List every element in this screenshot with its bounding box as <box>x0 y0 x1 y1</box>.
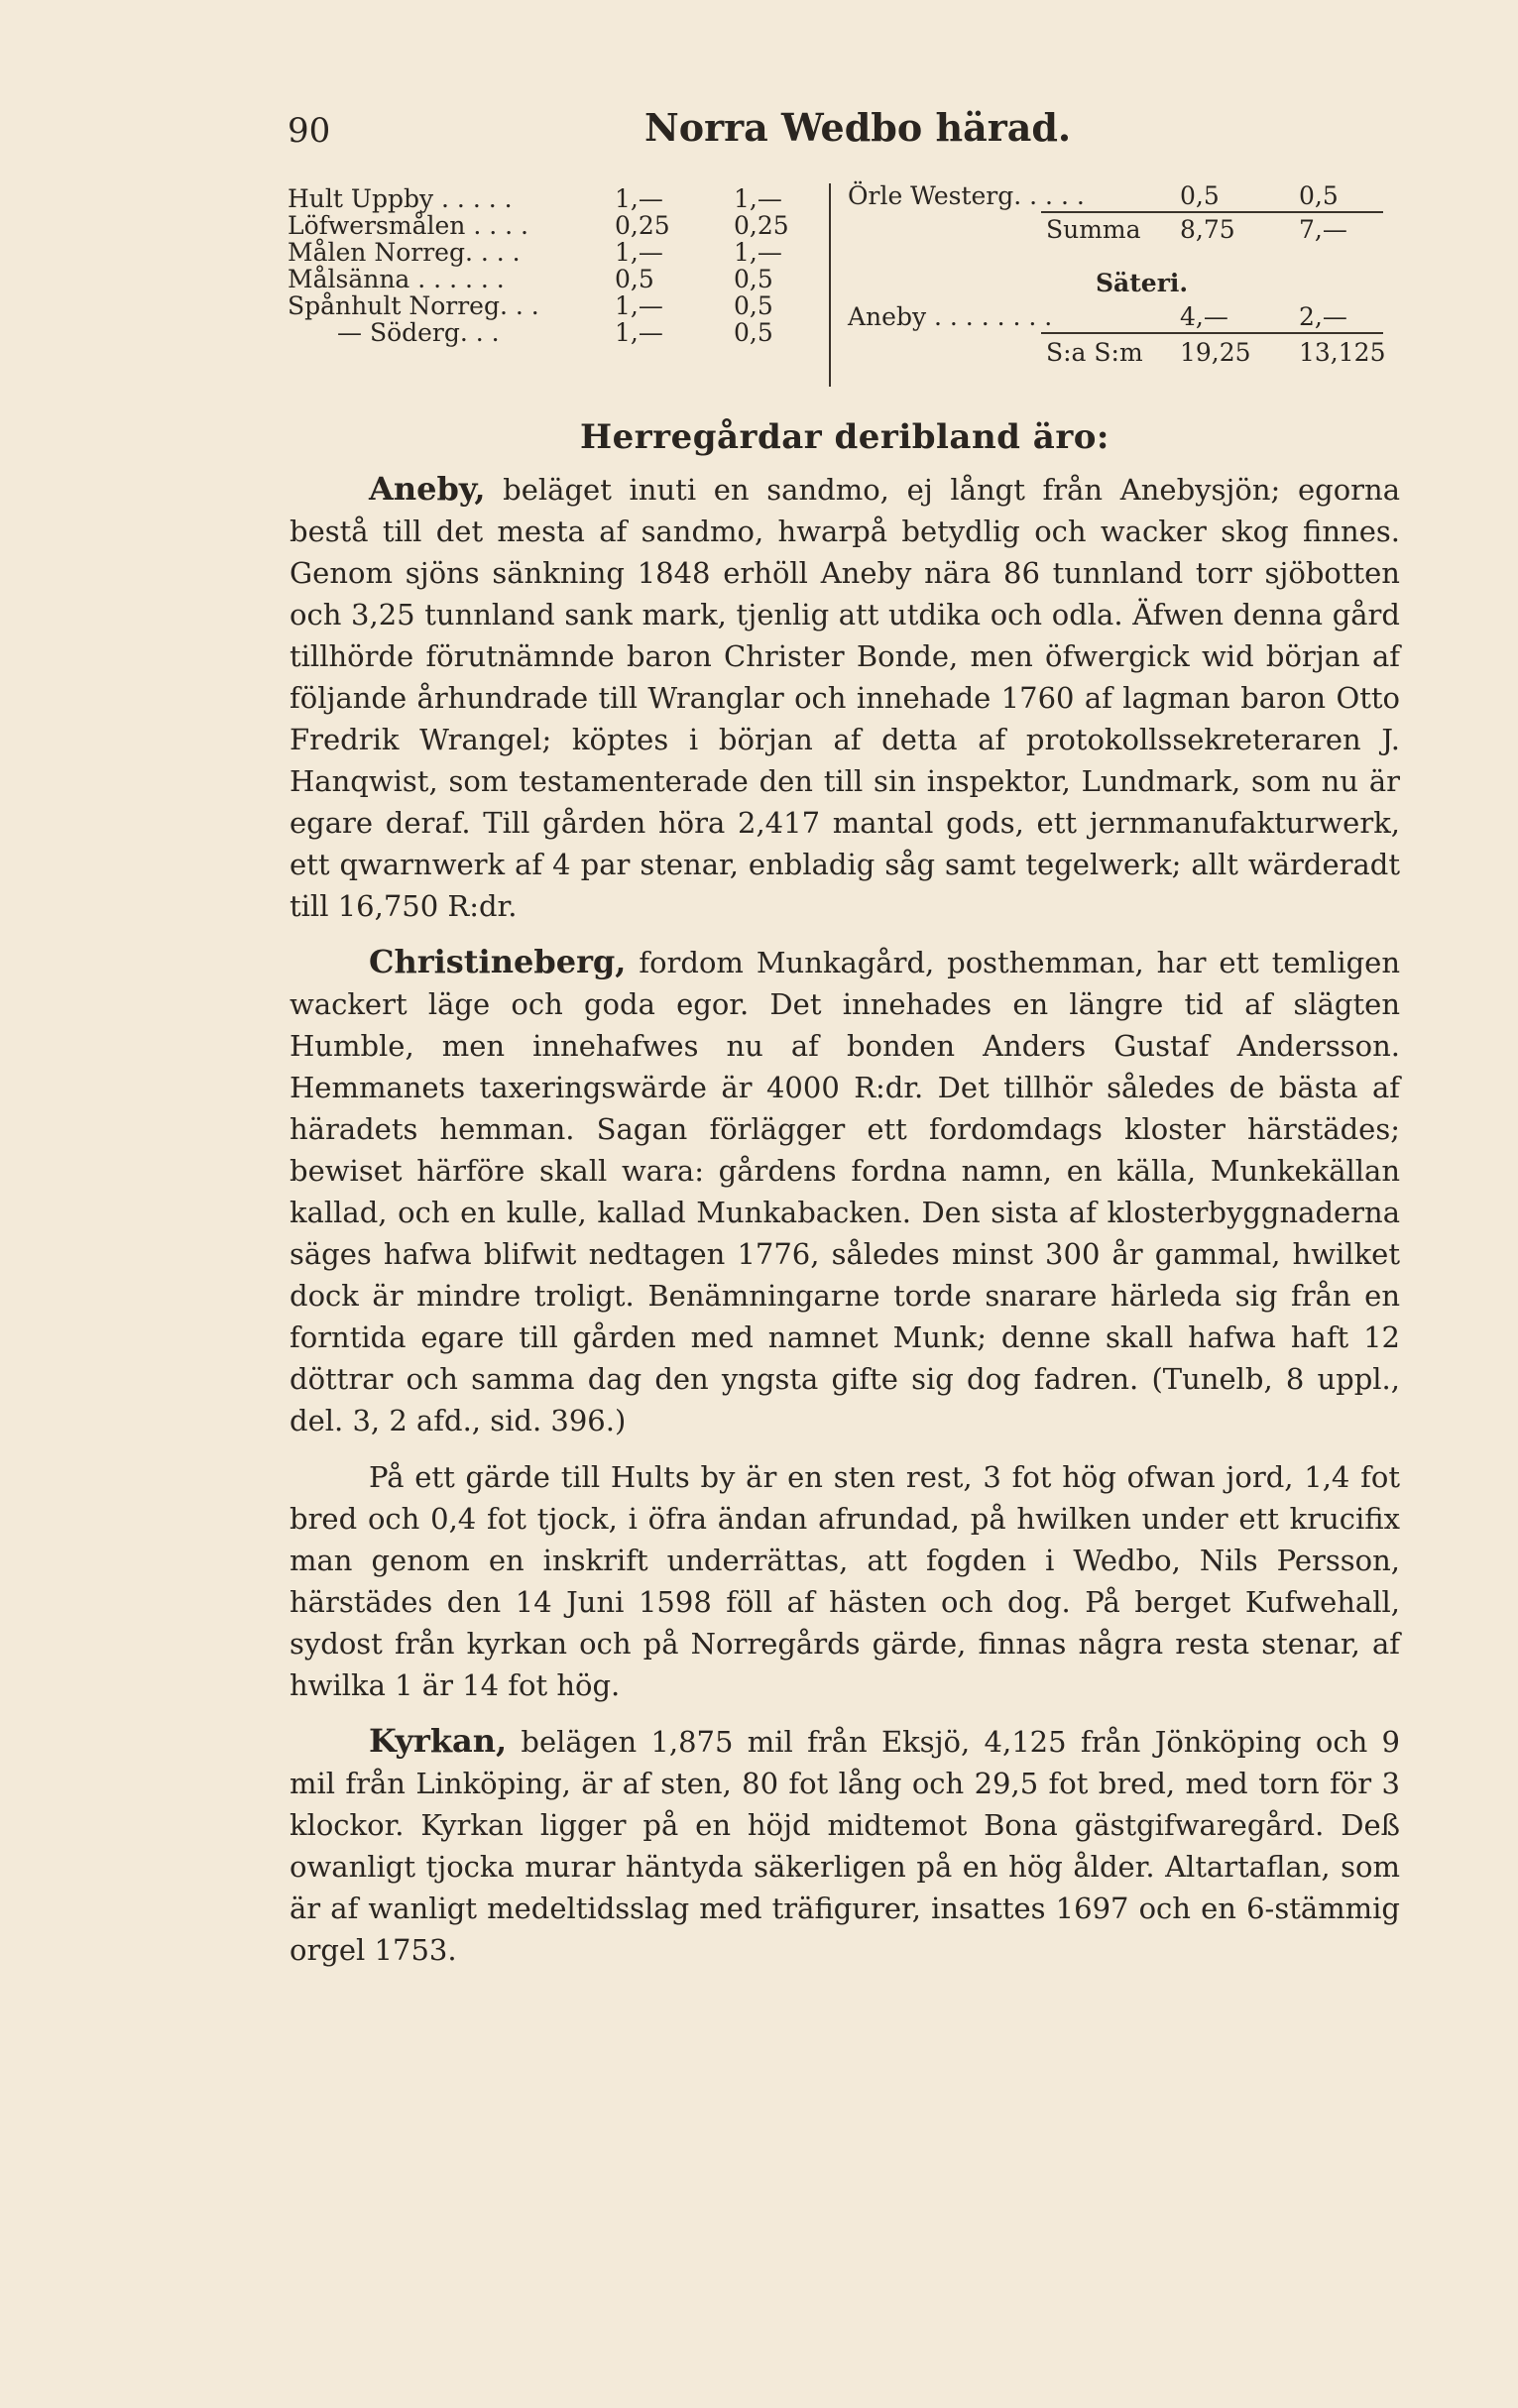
row-value-1: 0,5 <box>615 265 654 293</box>
row-value-2: 1,— <box>734 238 782 267</box>
left-table <box>288 186 803 347</box>
paragraph <box>290 1455 1400 1706</box>
row-value-2: 0,5 <box>734 291 773 320</box>
column-divider <box>829 183 831 387</box>
paragraph-lead: Christineberg, <box>369 943 627 980</box>
table-row <box>288 186 803 213</box>
sum-rule <box>1041 211 1383 213</box>
row-name: — Söderg. . . <box>337 318 500 347</box>
paragraph <box>290 1720 1400 1971</box>
row-name: Löfwersmålen . . . . <box>288 211 528 240</box>
row-name: Spånhult Norreg. . . <box>288 291 539 320</box>
row-value-2: 0,5 <box>734 318 773 347</box>
paragraph-lead: Kyrkan, <box>369 1722 508 1760</box>
table-row <box>288 213 803 240</box>
paragraph-text: På ett gärde till Hults by är en sten rest, 3 fot hög ofwan jord, 1,4 fot bred och 0,4 fot tjock, i öfra ändan afrundad, på hwilken under ett krucifix man genom en inskrift underrättas, att fogden i Wedbo, Nils Persson, härstädes den 14 Juni 1598 föll af hästen och dog. På berget Kufwehall, sydost från kyrkan och på Norregårds gärde, finnas några resta stenar, af hwilka 1 är 14 fot hög. <box>290 1460 1400 1702</box>
row-value-2: 0,25 <box>734 211 789 240</box>
summa-label: Summa <box>1046 215 1141 244</box>
table-row <box>288 293 803 320</box>
paragraph-lead: Aneby, <box>369 470 486 508</box>
page-number: 90 <box>288 111 331 151</box>
row-value-1: 0,25 <box>615 211 670 240</box>
section-heading: Herregårdar deribland äro: <box>580 417 1109 457</box>
row-value-1: 1,— <box>615 318 663 347</box>
summa-value-1: 8,75 <box>1180 215 1235 244</box>
summa-value-2: 7,— <box>1299 215 1347 244</box>
paragraph <box>290 941 1400 1441</box>
aneby-name: Aneby . . . . . . . . <box>848 302 1053 331</box>
body-text <box>290 416 1400 1985</box>
aneby-value-2: 2,— <box>1299 302 1347 331</box>
orle-value-2: 0,5 <box>1299 181 1339 210</box>
paragraph-text: beläget inuti en sandmo, ej långt från Anebysjön; egorna bestå till det mesta af sandmo, hwarpå betydlig och wacker skog finnes. Genom sjöns sänkning 1848 erhöll Aneby nära 86 tunnland torr sjöbotten och 3,25 tunnland sank mark, tjenlig att utdika och odla. Äfwen denna gård tillhörde förutnämnde baron Christer Bonde, men öfwergick wid början af följande århundrade till Wranglar och innehade 1760 af lagman baron Otto Fredrik Wrangel; köptes i början af detta af protokollssekreteraren J. Hanqwist, som testamenterade den till sin inspektor, Lundmark, som nu är egare deraf. Till gården höra 2,417 mantal gods, ett jernmanufakturwerk, ett qwarnwerk af 4 par stenar, enbladig såg samt tegelwerk; allt wärderadt till 16,750 R:dr. <box>290 473 1400 923</box>
aneby-value-1: 4,— <box>1180 302 1228 331</box>
paragraph-text: belägen 1,875 mil från Eksjö, 4,125 från Jönköping och 9 mil från Linköping, är af sten, 80 fot lång och 29,5 fot bred, med torn för 3 klockor. Kyrkan ligger på en höjd midtemot Bona gästgifwaregård. Deß owanligt tjocka murar häntyda säkerligen på en hög ålder. Altartaflan, som är af wanligt medeltidsslag med träfigurer, insattes 1697 och en 6-stämmig orgel 1753. <box>290 1725 1400 1967</box>
row-value-1: 1,— <box>615 184 663 213</box>
row-name: Hult Uppby . . . . . <box>288 184 513 213</box>
row-name: Målsänna . . . . . . <box>288 265 505 293</box>
orle-name: Örle Westerg. . . . . <box>848 181 1085 210</box>
row-value-1: 1,— <box>615 291 663 320</box>
table-row <box>288 320 803 347</box>
row-value-2: 1,— <box>734 184 782 213</box>
sateri-label: Säteri. <box>1096 269 1189 297</box>
total-label: S:a S:m <box>1046 338 1143 367</box>
orle-value-1: 0,5 <box>1180 181 1220 210</box>
paragraph <box>290 468 1400 927</box>
paragraph-text: fordom Munkagård, posthemman, har ett temligen wackert läge och goda egor. Det innehades en längre tid af slägten Humble, men innehafwes nu af bonden Anders Gustaf Andersson. Hemmanets taxeringswärde är 4000 R:dr. Det tillhör således de bästa af häradets hemman. Sagan förlägger ett fordomdags kloster härstädes; bewiset härföre skall wara: gårdens fordna namn, en källa, Munkekällan kallad, och en kulle, kallad Munkabacken. Den sista af klosterbyggnaderna säges hafwa blifwit nedtagen 1776, således minst 300 år gammal, hwilket dock är mindre troligt. Benämningarne torde snarare härleda sig från en forntida egare till gården med namnet Munk; denne skall hafwa haft 12 döttrar och samma dag den yngsta gifte sig dog fadren. (Tunelb, 8 uppl., del. 3, 2 afd., sid. 396.) <box>290 946 1400 1437</box>
total-value-2: 13,125 <box>1299 338 1386 367</box>
total-rule <box>1041 332 1383 334</box>
row-name: Målen Norreg. . . . <box>288 238 521 267</box>
total-value-1: 19,25 <box>1180 338 1251 367</box>
table-row <box>288 267 803 293</box>
page-title: Norra Wedbo härad. <box>644 105 1072 150</box>
row-value-1: 1,— <box>615 238 663 267</box>
row-value-2: 0,5 <box>734 265 773 293</box>
right-table <box>848 183 1393 392</box>
table-row <box>288 240 803 267</box>
